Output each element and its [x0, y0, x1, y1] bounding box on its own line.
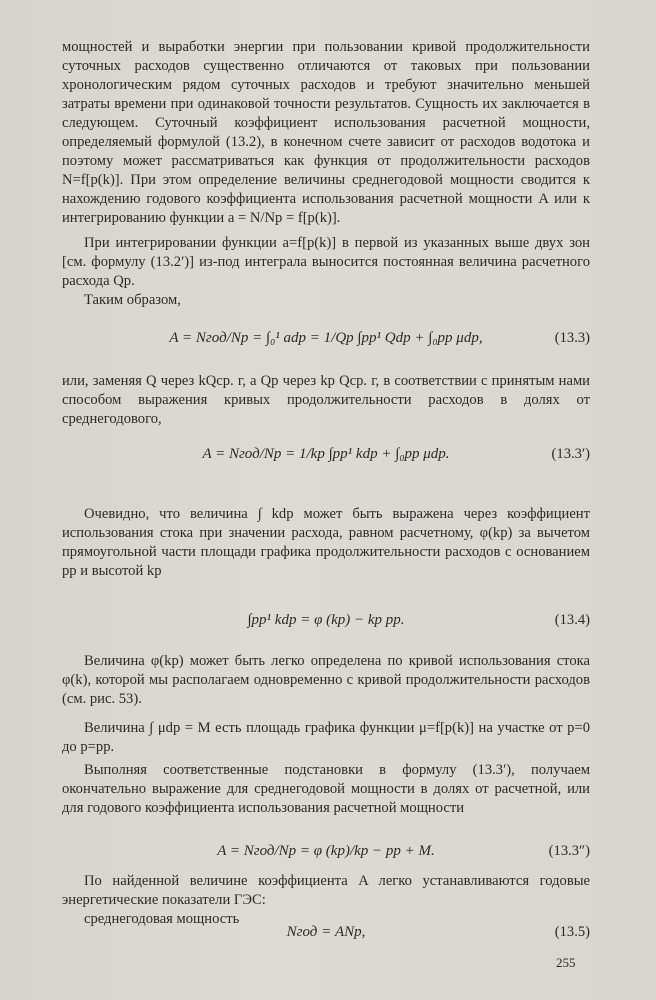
text-block-1 [62, 38, 590, 310]
text-block-4 [62, 652, 590, 818]
text-block-2 [62, 372, 590, 429]
paragraph: Выполняя соответственные подстановки в формулу (13.3′), получаем окончательно выражение для среднегодовой мощности в долях от расчетной, или для годового коэффициента использования расчетной мощности [62, 762, 590, 816]
formula-text: A = Nгод/Nр = ∫₀¹ adp = 1/Qр ∫pр¹ Qdp + ∫₀pр μdp, [169, 330, 483, 346]
equation-number: (13.3) [554, 330, 590, 346]
paragraph: Величина φ(kр) может быть легко определена по кривой использования стока φ(k), которой мы располагаем одновременно с кривой продолжительности расходов (см. рис. 53). [62, 653, 590, 707]
paragraph: Очевидно, что величина ∫ kdp может быть выражена через коэффициент использования стока при значении расхода, равном расчетному, φ(kр) за вычетом прямоугольной части площади графика продолжительности расходов с основанием pр и высотой kр [62, 506, 590, 579]
equation-number: (13.3′) [551, 446, 590, 462]
formula-text: A = Nгод/Nр = 1/kр ∫pр¹ kdp + ∫₀pр μdp. [202, 446, 450, 462]
paragraph: При интегрировании функции a=f[p(k)] в первой из указанных выше двух зон [см. формулу (13.2′)] из-под интеграла выносится постоянная величина расчетного расхода Qр. [62, 235, 590, 289]
paragraph: Величина ∫ μdp = M есть площадь графика функции μ=f[p(k)] на участке от p=0 до p=pр. [62, 720, 590, 755]
formula-text: ∫pр¹ kdp = φ (kр) − kр pр. [247, 612, 405, 628]
paragraph: Таким образом, [84, 292, 181, 308]
formula-13-3-prime [62, 446, 590, 463]
formula-text: A = Nгод/Nр = φ (kр)/kр − pр + M. [217, 843, 435, 859]
equation-number: (13.5) [554, 924, 590, 940]
formula-13-4 [62, 612, 590, 629]
page-number: 255 [556, 955, 576, 970]
paragraph: По найденной величине коэффициента A легко устанавливаются годовые энергетические показатели ГЭС: [62, 873, 590, 908]
paragraph: или, заменяя Q через kQср. г, а Qр через kр Qср. г, в соответствии с принятым нами способом выражения кривых продолжительности расходов в долях от среднегодового, [62, 373, 590, 427]
formula-13-3-double-prime [62, 843, 590, 860]
formula-13-3 [62, 330, 590, 347]
formula-text: Nгод = ANр, [286, 924, 366, 940]
text-block-3 [62, 505, 590, 581]
text-block-5 [62, 872, 590, 929]
paragraph: среднегодовая мощность [84, 911, 240, 927]
paragraph: мощностей и выработки энергии при пользовании кривой продолжительности суточных расходов существенно отличаются от таковых при пользовании хронологическим рядом суточных расходов и требуют значительно меньшей затраты времени при одинаковой точности результатов. Сущность их заключается в следующем. Суточный коэффициент использования расчетной мощности, определяемый формулой (13.2), в конечном счете зависит от расходов водотока и поэтому может рассматриваться как функция от продолжительности расходов N=f[p(k)]. При этом определение величины среднегодовой мощности сводится к нахождению годового коэффициента использования расчетной мощности A или к интегрированию функции a = N/Nр = f[p(k)]. [62, 39, 590, 226]
formula-13-5 [62, 924, 590, 941]
equation-number: (13.4) [554, 612, 590, 628]
equation-number: (13.3″) [548, 843, 590, 859]
